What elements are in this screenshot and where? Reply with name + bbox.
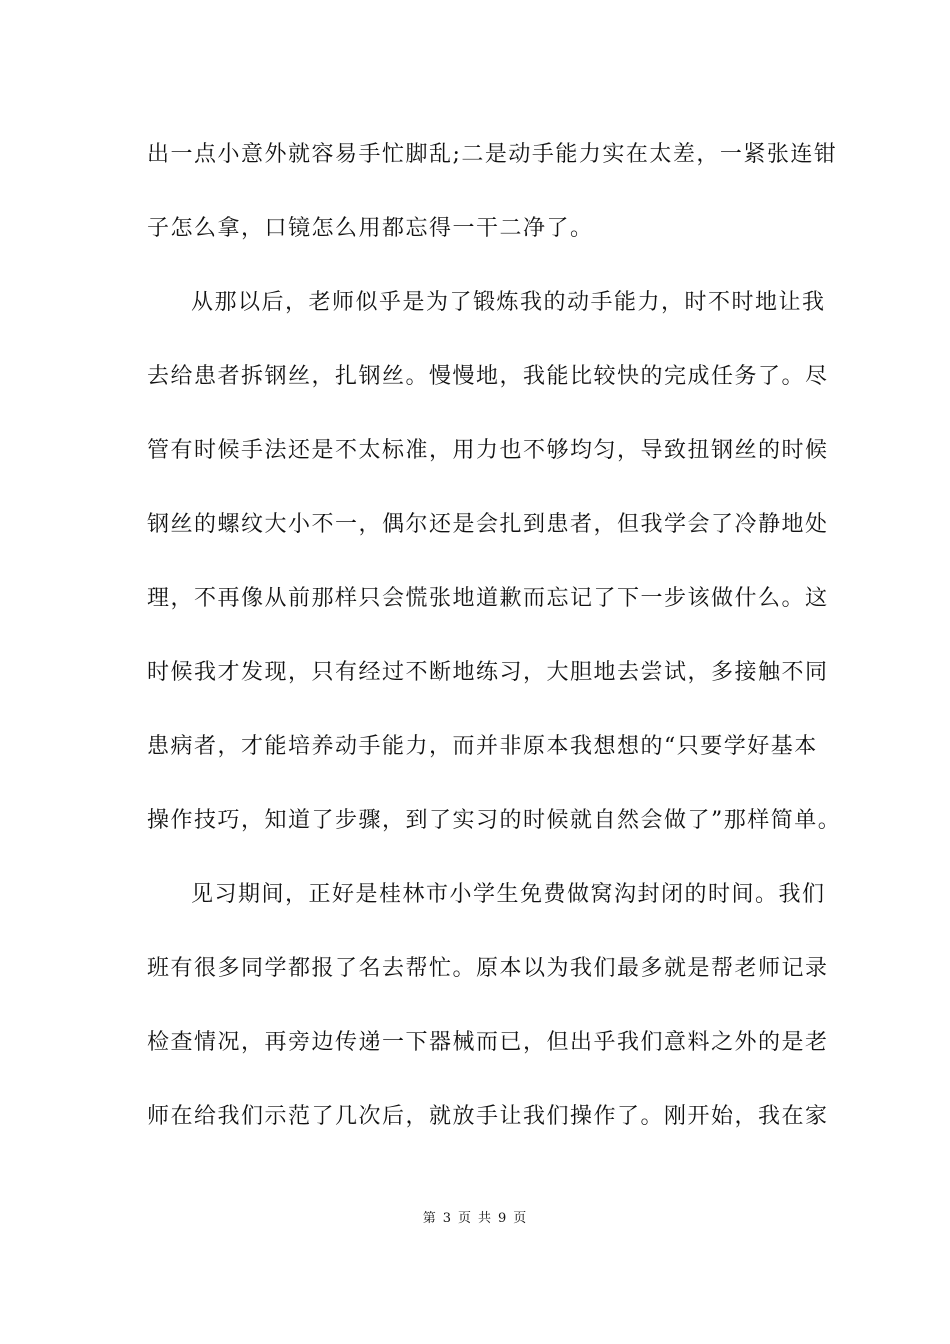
page-footer	[0, 1211, 950, 1227]
footer-page-prefix: 第	[422, 1211, 437, 1226]
footer-total-prefix: 共	[478, 1211, 493, 1226]
paragraph-line: 从那以后，老师似乎是为了锻炼我的动手能力，时不时地让我	[191, 290, 826, 315]
paragraph-line: 师在给我们示范了几次后，就放手让我们操作了。刚开始，我在家	[147, 1104, 829, 1129]
paragraph-line: 子怎么拿，口镜怎么用都忘得一干二净了。	[147, 216, 594, 241]
footer-page-label: 页	[457, 1211, 472, 1226]
paragraph-line: 去给患者拆钢丝，扎钢丝。慢慢地，我能比较快的完成任务了。尽	[147, 364, 829, 389]
paragraph-line: 见习期间，正好是桂林市小学生免费做窝沟封闭的时间。我们	[191, 882, 826, 907]
paragraph-line: 出一点小意外就容易手忙脚乱;二是动手能力实在太差，一紧张连钳	[147, 142, 838, 167]
footer-total-label: 页	[513, 1211, 528, 1226]
footer-page-current: 3	[442, 1211, 452, 1226]
paragraph-line: 检查情况，再旁边传递一下器械而已，但出乎我们意料之外的是老	[147, 1030, 829, 1055]
paragraph-line: 班有很多同学都报了名去帮忙。原本以为我们最多就是帮老师记录	[147, 956, 829, 981]
paragraph-line: 理，不再像从前那样只会慌张地道歉而忘记了下一步该做什么。这	[147, 586, 829, 611]
footer-page-total: 9	[498, 1211, 508, 1226]
paragraph-line: 钢丝的螺纹大小不一，偶尔还是会扎到患者，但我学会了冷静地处	[147, 512, 829, 537]
paragraph-line: 时候我才发现，只有经过不断地练习，大胆地去尝试，多接触不同	[147, 660, 829, 685]
paragraph-line: 患病者，才能培养动手能力，而并非原本我想想的“只要学好基本	[147, 734, 818, 759]
paragraph-line: 管有时候手法还是不太标准，用力也不够均匀，导致扭钢丝的时候	[147, 438, 829, 463]
paragraph-line: 操作技巧，知道了步骤，到了实习的时候就自然会做了”那样简单。	[147, 808, 842, 833]
